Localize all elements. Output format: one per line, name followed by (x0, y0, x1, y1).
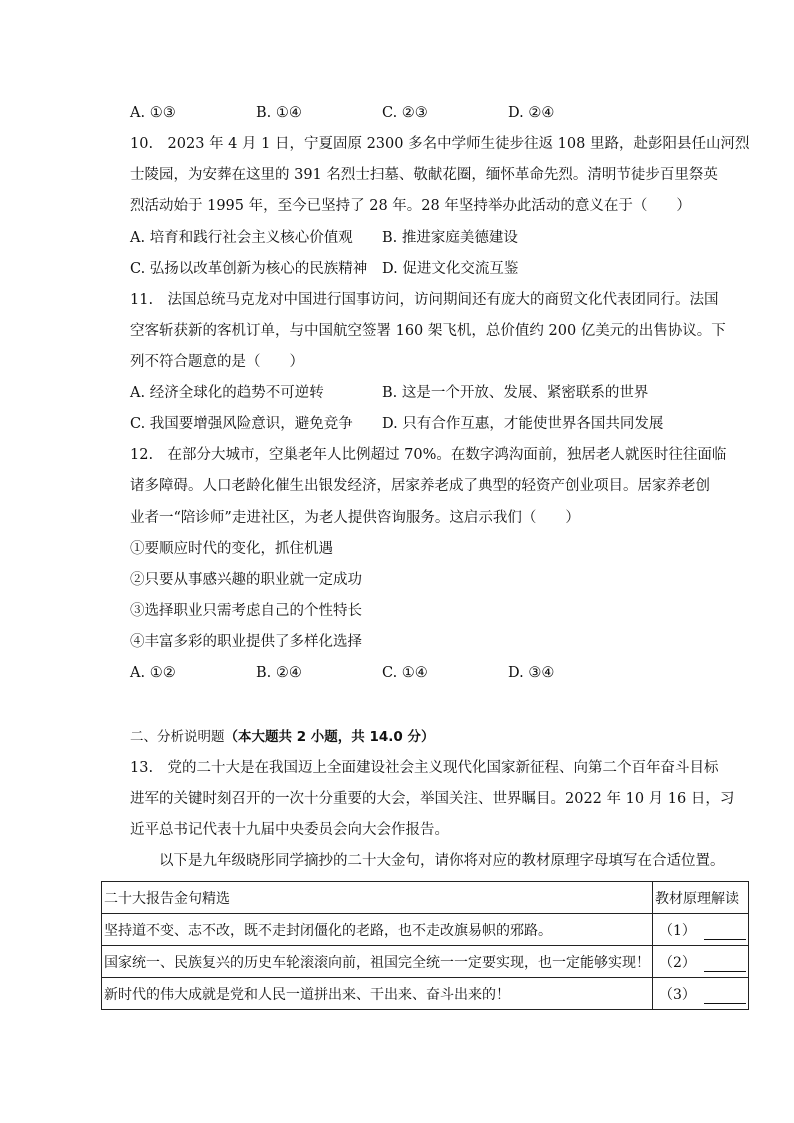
q12-option-d: D. ③④ (508, 665, 555, 681)
q11-line-3: 列不符合题意的是（ ） (130, 354, 304, 370)
q12-option-c: C. ①④ (382, 665, 428, 681)
section-2-meta: （本大题共 2 小题，共 14.0 分） (224, 729, 435, 745)
q10-line-2: 士陵园，为安葬在这里的 391 名烈士扫墓、敬献花圈，缅怀革命先烈。清明节徒步百里祭英 (130, 167, 718, 183)
q12-statement-3: ③选择职业只需考虑自己的个性特长 (130, 603, 362, 619)
q10-option-c: C. 弘扬以改革创新为核心的民族精神 (130, 261, 368, 277)
q10-line-1: 10. 2023 年 4 月 1 日，宁夏固原 2300 多名中学师生徒步往返 108 里路，赴彭阳县任山河烈 (130, 136, 750, 152)
section-2-heading (130, 727, 435, 747)
q10-options-row-1 (130, 228, 690, 248)
q9-option-c: C. ②③ (382, 105, 428, 121)
q10-line-3: 烈活动始于 1995 年，至今已坚持了 28 年。28 年坚持举办此活动的意义在于（ ） (130, 198, 691, 214)
quote-cell-3: 新时代的伟大成就是党和人民一道拼出来、干出来、奋斗出来的！ (102, 978, 653, 1010)
q11-options-row-2 (130, 414, 690, 434)
q9-option-a: A. ①③ (130, 105, 176, 121)
answer-cell-2 (653, 946, 749, 978)
q12-options (130, 663, 650, 683)
q12-statement-4: ④丰富多彩的职业提供了多样化选择 (130, 634, 362, 650)
q12-statement-1: ①要顺应时代的变化，抓住机遇 (130, 541, 333, 557)
answer-blank-3[interactable] (704, 989, 746, 1004)
q11-options-row-1 (130, 383, 690, 403)
answer-blank-2[interactable] (704, 957, 746, 972)
q11-option-c: C. 我国要增强风险意识，避免竞争 (130, 416, 353, 432)
q11-option-a: A. 经济全球化的趋势不可逆转 (130, 385, 324, 401)
q12-line-3: 业者一“陪诊师”走进社区，为老人提供咨询服务。这启示我们（ ） (130, 510, 580, 526)
answer-blank-1[interactable] (704, 925, 746, 940)
q9-option-b: B. ①④ (256, 105, 302, 121)
q10-option-b: B. 推进家庭美德建设 (382, 230, 518, 246)
table-header-row (102, 882, 749, 914)
quote-cell-2: 国家统一、民族复兴的历史车轮滚滚向前，祖国完全统一一定要实现，也一定能够实现！ (102, 946, 653, 978)
table-header-principle: 教材原理解读 (653, 882, 749, 914)
answer-cell-1 (653, 914, 749, 946)
q13-line-1: 13. 党的二十大是在我国迈上全面建设社会主义现代化国家新征程、向第二个百年奋斗目标 (130, 760, 719, 776)
q9-option-d: D. ②④ (508, 105, 555, 121)
q10-options-row-2 (130, 259, 690, 279)
q12-line-2: 诸多障碍。人口老龄化催生出银发经济，居家养老成了典型的轻资产创业项目。居家养老创 (130, 478, 710, 494)
answer-number-1: （1） (659, 922, 696, 939)
q13-line-2: 进军的关键时刻召开的一次十分重要的大会，举国关注、世界瞩目。2022 年 10 月 16 日，习 (130, 791, 735, 807)
table-row (102, 946, 749, 978)
q12-statement-2: ②只要从事感兴趣的职业就一定成功 (130, 572, 362, 588)
q11-option-d: D. 只有合作互惠，才能使世界各国共同发展 (382, 416, 664, 432)
q10-option-a: A. 培育和践行社会主义核心价值观 (130, 230, 353, 246)
table-header-quotes: 二十大报告金句精选 (102, 882, 653, 914)
q12-option-b: B. ②④ (256, 665, 302, 681)
q11-line-2: 空客斩获新的客机订单，与中国航空签署 160 架飞机，总价值约 200 亿美元的出售协议。下 (130, 323, 726, 339)
golden-quotes-table (101, 881, 749, 1010)
answer-number-3: （3） (659, 986, 696, 1003)
table-row (102, 978, 749, 1010)
q12-line-1: 12. 在部分大城市，空巢老年人比例超过 70%。在数字鸿沟面前，独居老人就医时往往面临 (130, 447, 727, 463)
section-2-title: 二、分析说明题 (130, 729, 225, 745)
answer-cell-3 (653, 978, 749, 1010)
q13-intro: 以下是九年级晓彤同学摘抄的二十大金句，请你将对应的教材原理字母填写在合适位置。 (159, 853, 725, 869)
answer-number-2: （2） (659, 954, 696, 971)
q12-option-a: A. ①② (130, 665, 176, 681)
q9-options (130, 103, 650, 123)
q10-option-d: D. 促进文化交流互鉴 (382, 261, 519, 277)
q11-line-1: 11. 法国总统马克龙对中国进行国事访问，访问期间还有庞大的商贸文化代表团同行。法国 (130, 292, 719, 308)
q11-option-b: B. 这是一个开放、发展、紧密联系的世界 (382, 385, 649, 401)
table-row (102, 914, 749, 946)
quote-cell-1: 坚持道不变、志不改，既不走封闭僵化的老路，也不走改旗易帜的邪路。 (102, 914, 653, 946)
q13-line-3: 近平总书记代表十九届中央委员会向大会作报告。 (130, 822, 449, 838)
